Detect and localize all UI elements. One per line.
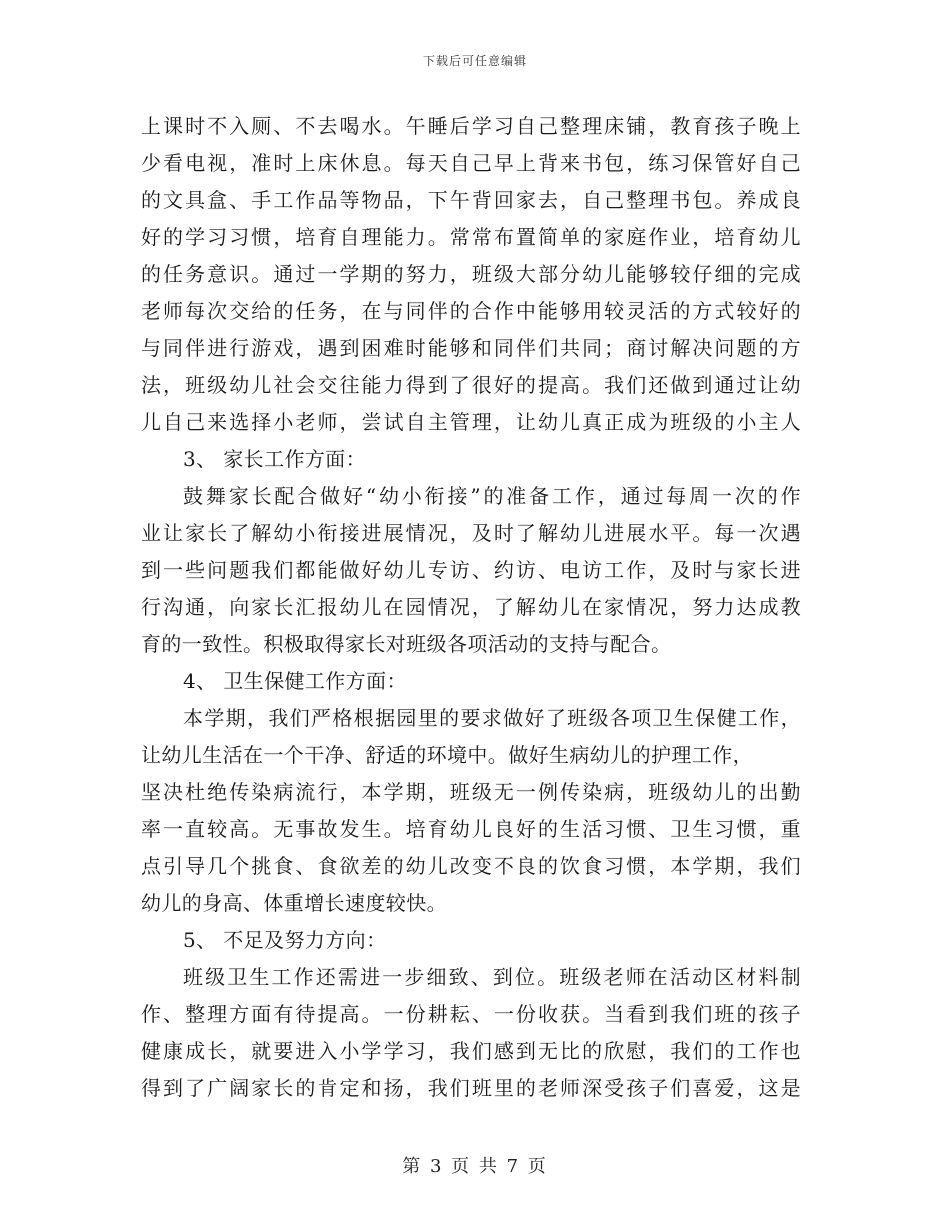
body-line-9: 儿自己来选择小老师，尝试自主管理，让幼儿真正成为班级的小主人 xyxy=(141,410,801,434)
body-line-27: 得到了广阔家长的肯定和扬，我们班里的老师深受孩子们喜爱，这是 xyxy=(141,1076,801,1100)
body-line-20: 率一直较高。无事故发生。培育幼儿良好的生活习惯、卫生习惯，重 xyxy=(141,817,801,841)
body-line-26: 健康成长，就要进入小学学习，我们感到无比的欣慰，我们的工作也 xyxy=(141,1039,801,1063)
body-line-5: 的任务意识。通过一学期的努力，班级大部分幼儿能够较仔细的完成 xyxy=(141,262,801,286)
body-line-25: 作、整理方面有待提高。一份耕耘、一份收获。当看到我们班的孩子 xyxy=(141,1002,801,1026)
page-header: 下载后可任意编辑 xyxy=(422,54,527,68)
body-line-13: 到一些问题我们都能做好幼儿专访、约访、电访工作，及时与家长进 xyxy=(141,558,801,582)
section-heading-3: 3、 家长工作方面： xyxy=(183,447,367,471)
body-line-17: 本学期，我们严格根据园里的要求做好了班级各项卫生保健工作， xyxy=(183,706,801,730)
body-line-19: 坚决杜绝传染病流行，本学期，班级无一例传染病，班级幼儿的出勤 xyxy=(141,780,801,804)
body-line-11: 鼓舞家长配合做好“幼小衔接”的准备工作，通过每周一次的作 xyxy=(183,484,801,508)
body-line-15: 育的一致性。积极取得家长对班级各项活动的支持与配合。 xyxy=(141,632,672,656)
body-line-1: 上课时不入厕、不去喝水。午睡后学习自己整理床铺，教育孩子晚上 xyxy=(141,114,801,138)
section-heading-4: 4、 卫生保健工作方面： xyxy=(183,669,407,693)
body-line-24: 班级卫生工作还需进一步细致、到位。班级老师在活动区材料制 xyxy=(183,965,801,989)
body-line-3: 的文具盒、手工作品等物品，下午背回家去，自己整理书包。养成良 xyxy=(141,188,801,212)
body-line-2: 少看电视，准时上床休息。每天自己早上背来书包，练习保管好自己 xyxy=(141,151,801,175)
body-line-7: 与同伴进行游戏，遇到困难时能够和同伴们共同；商讨解决问题的方 xyxy=(141,336,801,360)
body-line-14: 行沟通，向家长汇报幼儿在园情况，了解幼儿在家情况，努力达成教 xyxy=(141,595,801,619)
body-line-12: 业让家长了解幼小衔接进展情况，及时了解幼儿进展水平。每一次遇 xyxy=(141,521,801,545)
section-heading-5: 5、 不足及努力方向： xyxy=(183,928,387,952)
document-body xyxy=(141,108,801,1107)
page-footer: 第 3 页 共 7 页 xyxy=(402,1156,548,1177)
body-line-21: 点引导几个挑食、食欲差的幼儿改变不良的饮食习惯，本学期，我们 xyxy=(141,854,801,878)
body-line-8: 法，班级幼儿社会交往能力得到了很好的提高。我们还做到通过让幼 xyxy=(141,373,801,397)
body-line-22: 幼儿的身高、体重增长速度较快。 xyxy=(141,891,447,915)
body-line-4: 好的学习习惯，培育自理能力。常常布置简单的家庭作业，培育幼儿 xyxy=(141,225,801,249)
body-line-6: 老师每次交给的任务，在与同伴的合作中能够用较灵活的方式较好的 xyxy=(141,299,801,323)
body-line-18: 让幼儿生活在一个干净、舒适的环境中。做好生病幼儿的护理工作， xyxy=(141,743,753,767)
